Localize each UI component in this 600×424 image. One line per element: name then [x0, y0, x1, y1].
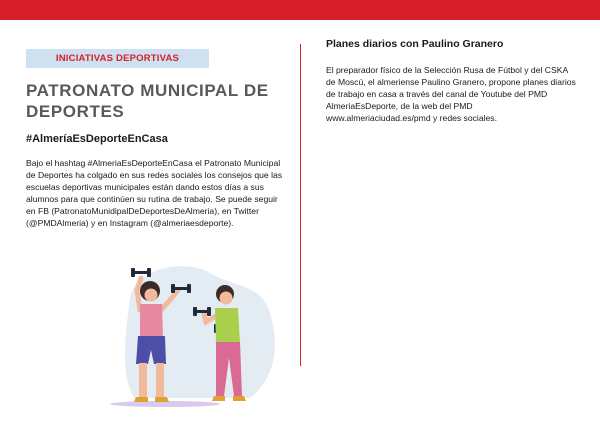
people-exercising-dumbbells-icon: [110, 258, 285, 413]
section-tag: [26, 49, 209, 68]
hashtag-heading: #AlmeríaEsDeporteEnCasa: [26, 133, 168, 145]
right-section-title: Planes diarios con Paulino Granero: [326, 38, 504, 50]
column-divider: [300, 44, 301, 366]
top-red-band: [0, 0, 600, 20]
left-body-text: Bajo el hashtag #AlmeriaEsDeporteEnCasa el Patronato Municipal de Deportes ha colgado en sus redes sociales los consejos que las escuelas deportivas municipales están dando estos días a sus alumnos para que continúen su rutina de trabajo. Se puede seguir en FB (PatronatoMunidipalDeDeportesDeAlmeria), en Twitter (@PMDAlmeria) y en Instagram (@almeriaesdeporte).: [26, 158, 283, 229]
exercise-illustration-svg: [110, 258, 285, 413]
right-body-text: El preparador físico de la Selección Rusa de Fútbol y del CSKA de Moscú, el almeriense Paulino Granero, propone planes diarios de trabajo en casa a través del canal de Youtube del PMD AlmeriaEsDeporte, de la web del PMD www.almeriaciudad.es/pmd y redes sociales.: [326, 65, 576, 124]
page-title: PATRONATO MUNICIPAL DE DEPORTES: [26, 81, 269, 121]
section-tag-label: INICIATIVAS DEPORTIVAS: [55, 53, 180, 64]
